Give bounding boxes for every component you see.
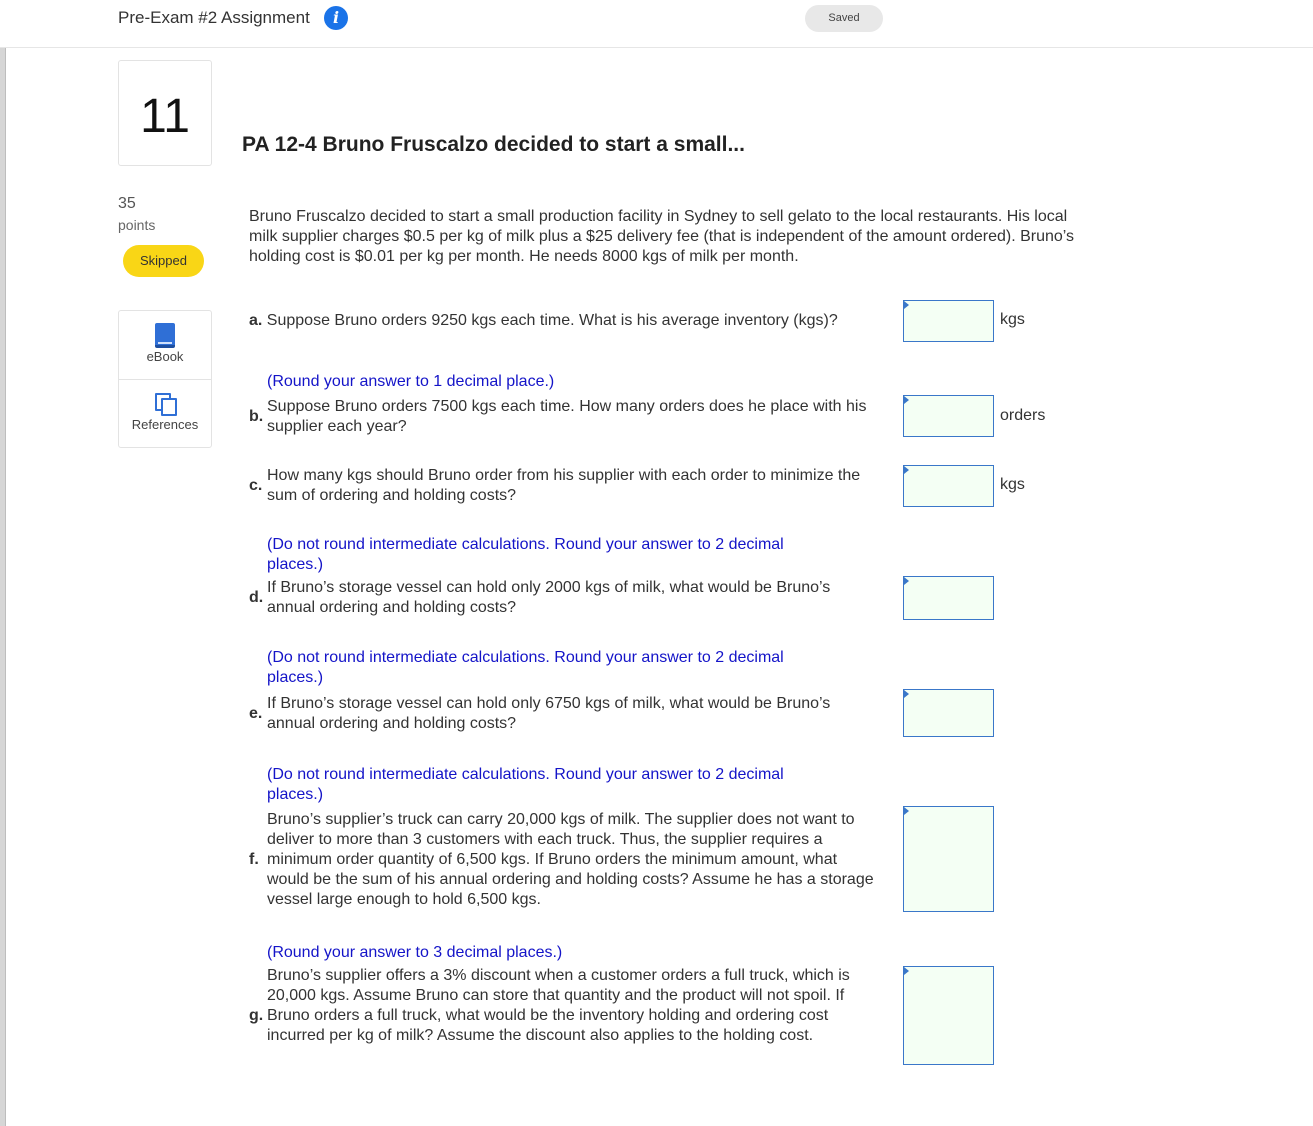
part-a-letter: a. bbox=[249, 312, 263, 329]
part-g-answer-input[interactable] bbox=[903, 966, 994, 1065]
references-button[interactable] bbox=[119, 379, 211, 447]
part-f-answer-input[interactable] bbox=[903, 806, 994, 912]
points-label: points bbox=[118, 217, 156, 233]
tools-panel bbox=[118, 310, 212, 448]
part-d-answer-input[interactable] bbox=[903, 576, 994, 620]
part-e-answer-input[interactable] bbox=[903, 689, 994, 737]
part-d-text: If Bruno’s storage vessel can hold only 2000 kgs of milk, what would be Bruno’s annual ordering and holding costs? bbox=[267, 579, 831, 616]
part-b-unit: orders bbox=[1000, 407, 1046, 424]
problem-intro: Bruno Fruscalzo decided to start a small production facility in Sydney to sell gelato to the local restaurants. His local milk supplier charges $0.5 per kg of milk plus a $25 delivery fee (that is independent of the amount ordered). Bruno’s holding cost is $0.01 per kg per month. He needs 8000 kgs of milk per month. bbox=[249, 208, 1075, 265]
part-g-letter: g. bbox=[249, 1007, 264, 1024]
part-b-text: Suppose Bruno orders 7500 kgs each time. How many orders does he place with his supplier each year? bbox=[267, 398, 867, 435]
answer-flag-icon bbox=[904, 967, 909, 975]
question-number-card bbox=[118, 60, 212, 166]
skipped-badge: Skipped bbox=[123, 245, 204, 277]
assignment-title: Pre-Exam #2 Assignment bbox=[118, 8, 310, 27]
part-f-letter: f. bbox=[249, 851, 259, 868]
part-e-text: If Bruno’s storage vessel can hold only 6750 kgs of milk, what would be Bruno’s annual ordering and holding costs? bbox=[267, 695, 831, 732]
part-c-answer-input[interactable] bbox=[903, 465, 994, 507]
question-number: 11 bbox=[140, 90, 190, 143]
book-icon bbox=[155, 323, 175, 348]
answer-flag-icon bbox=[904, 690, 909, 698]
top-bar bbox=[0, 0, 1313, 48]
part-a-hint: (Round your answer to 1 decimal place.) bbox=[267, 373, 555, 390]
part-c-letter: c. bbox=[249, 477, 263, 494]
ebook-label: eBook bbox=[146, 349, 184, 364]
part-e-hint: (Do not round intermediate calculations. Round your answer to 2 decimal places.) bbox=[267, 766, 784, 803]
answer-flag-icon bbox=[904, 577, 909, 585]
part-b-letter: b. bbox=[249, 408, 264, 425]
answer-flag-icon bbox=[904, 466, 909, 474]
answer-flag-icon bbox=[904, 301, 909, 309]
saved-status-badge: Saved bbox=[805, 5, 883, 32]
part-c-unit: kgs bbox=[1000, 476, 1025, 493]
part-b-answer-input[interactable] bbox=[903, 395, 994, 437]
part-d-letter: d. bbox=[249, 589, 264, 606]
copy-icon bbox=[155, 393, 175, 413]
references-label: References bbox=[131, 417, 199, 432]
part-e-letter: e. bbox=[249, 705, 263, 722]
part-d-hint: (Do not round intermediate calculations. Round your answer to 2 decimal places.) bbox=[267, 649, 784, 686]
part-c-text: How many kgs should Bruno order from his supplier with each order to minimize the sum of ordering and holding costs? bbox=[267, 467, 861, 504]
part-a-unit: kgs bbox=[1000, 311, 1025, 328]
part-f-text: Bruno’s supplier’s truck can carry 20,000 kgs of milk. The supplier does not want to deliver to more than 3 customers with each truck. Thus, the supplier requires a minimum order quantity of 6,500 kgs. If Bruno orders the minimum amount, what would be the sum of his annual ordering and holding costs? Assume he has a storage vessel large enough to hold 6,500 kgs. bbox=[267, 811, 874, 908]
info-icon[interactable]: i bbox=[324, 6, 348, 30]
points-value: 35 bbox=[118, 195, 136, 212]
part-a-answer-input[interactable] bbox=[903, 300, 994, 342]
part-g-text: Bruno’s supplier offers a 3% discount when a customer orders a full truck, which is 20,000 kgs. Assume Bruno can store that quantity and the product will not spoil. If Bruno orders a full truck, what would be the inventory holding and ordering cost incurred per kg of milk? Assume the discount also applies to the holding cost. bbox=[267, 967, 850, 1044]
answer-flag-icon bbox=[904, 807, 909, 815]
question-title: PA 12-4 Bruno Fruscalzo decided to start a small... bbox=[242, 133, 745, 156]
part-f-hint: (Round your answer to 3 decimal places.) bbox=[267, 944, 563, 961]
part-a-text: Suppose Bruno orders 9250 kgs each time. What is his average inventory (kgs)? bbox=[266, 312, 838, 329]
window-left-edge bbox=[0, 0, 6, 1126]
ebook-button[interactable] bbox=[119, 311, 211, 380]
answer-flag-icon bbox=[904, 396, 909, 404]
part-c-hint: (Do not round intermediate calculations. Round your answer to 2 decimal places.) bbox=[267, 536, 784, 573]
part-a-question bbox=[249, 311, 838, 331]
